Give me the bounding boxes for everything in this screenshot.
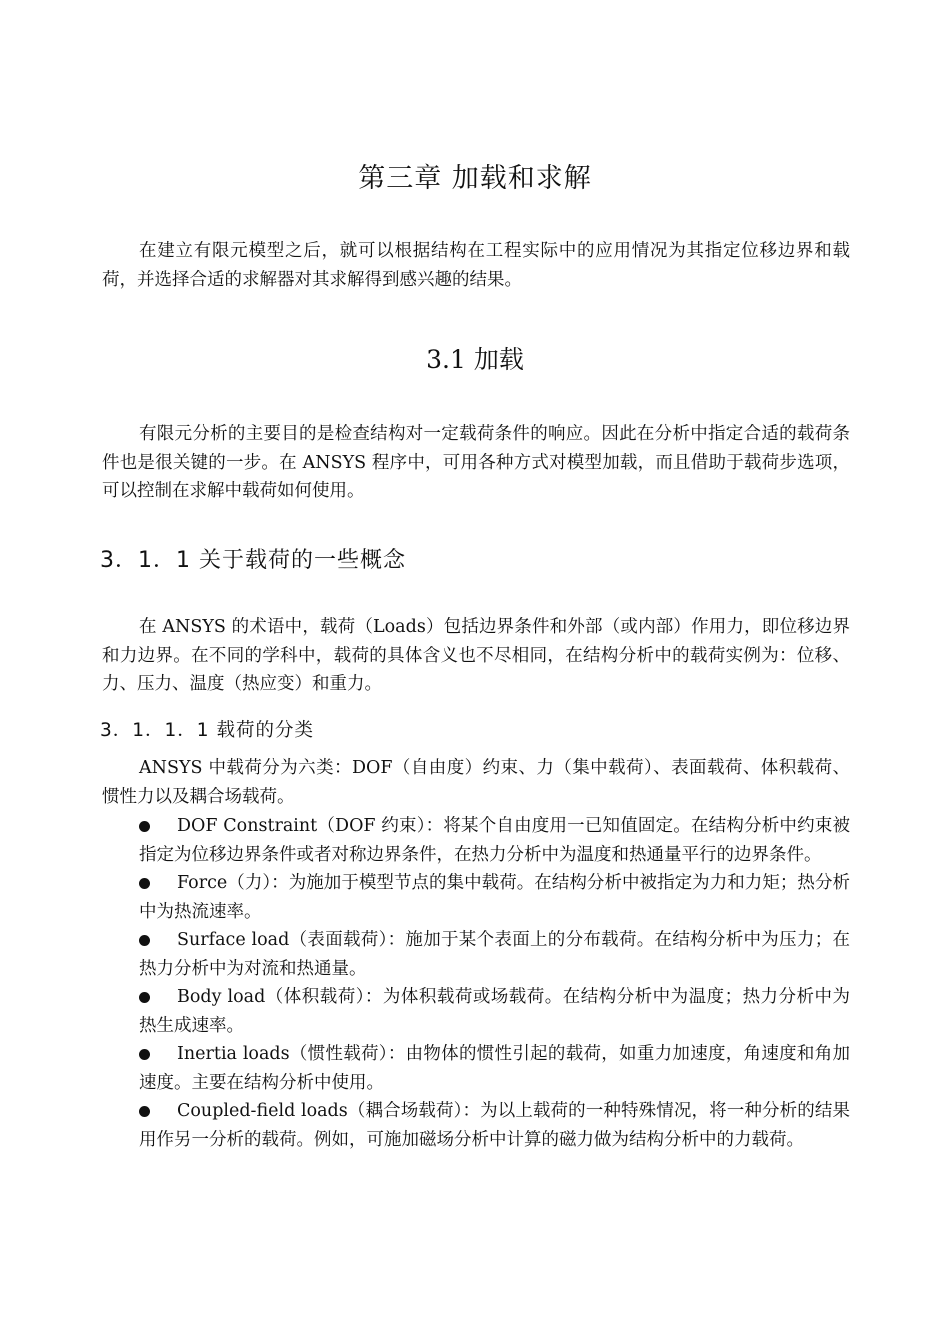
list-item-inertia-loads — [139, 1040, 850, 1097]
list-item-force — [139, 869, 850, 926]
load-types-list — [139, 812, 850, 1154]
subsection-paragraph: 在 ANSYS 的术语中，载荷（Loads）包括边界条件和外部（或内部）作用力，即位移边界和力边界。在不同的学科中，载荷的具体含义也不尽相同，在结构分析中的载荷实例为：位移、力、压力、温度（热应变）和重力。 — [102, 617, 850, 694]
list-item-body-load — [139, 983, 850, 1040]
subsubsection-title: 3．1．1．1 载荷的分类 — [100, 720, 314, 741]
section-title: 3.1 加载 — [426, 345, 524, 374]
list-item-text: Coupled-field loads（耦合场载荷）：为以上载荷的一种特殊情况，将一种分析的结果用作另一分析的载荷。例如，可施加磁场分析中计算的磁力做为结构分析中的力载荷。 — [139, 1101, 850, 1150]
bullet-icon — [139, 935, 150, 946]
subsection-title: 3．1．1 关于载荷的一些概念 — [100, 548, 406, 573]
bullet-icon — [139, 1049, 150, 1060]
intro-paragraph: 在建立有限元模型之后，就可以根据结构在工程实际中的应用情况为其指定位移边界和载荷，并选择合适的求解器对其求解得到感兴趣的结果。 — [102, 241, 850, 290]
list-item-coupled-field-loads — [139, 1097, 850, 1154]
list-item-text: Body load（体积载荷）：为体积载荷或场载荷。在结构分析中为温度；热力分析中为热生成速率。 — [139, 987, 850, 1036]
list-item-text: Force（力）：为施加于模型节点的集中载荷。在结构分析中被指定为力和力矩；热分析中为热流速率。 — [139, 873, 850, 922]
section-paragraph: 有限元分析的主要目的是检查结构对一定载荷条件的响应。因此在分析中指定合适的载荷条件也是很关键的一步。在 ANSYS 程序中，可用各种方式对模型加载，而且借助于载荷步选项，可以控制在求解中载荷如何使用。 — [102, 424, 850, 501]
bullet-icon — [139, 878, 150, 889]
bullet-icon — [139, 1106, 150, 1117]
subsubsection-paragraph: ANSYS 中载荷分为六类：DOF（自由度）约束、力（集中载荷）、表面载荷、体积载荷、惯性力以及耦合场载荷。 — [102, 758, 850, 807]
list-item-text: Inertia loads（惯性载荷）：由物体的惯性引起的载荷，如重力加速度，角速度和角加速度。主要在结构分析中使用。 — [139, 1044, 850, 1093]
list-item-text: Surface load（表面载荷）：施加于某个表面上的分布载荷。在结构分析中为压力；在热力分析中为对流和热通量。 — [139, 930, 850, 979]
list-item-text: DOF Constraint（DOF 约束）：将某个自由度用一已知值固定。在结构分析中约束被指定为位移边界条件或者对称边界条件，在热力分析中为温度和热通量平行的边界条件。 — [139, 816, 850, 865]
bullet-icon — [139, 821, 150, 832]
bullet-icon — [139, 992, 150, 1003]
list-item-dof-constraint — [139, 812, 850, 869]
list-item-surface-load — [139, 926, 850, 983]
chapter-title: 第三章 加载和求解 — [358, 163, 592, 194]
